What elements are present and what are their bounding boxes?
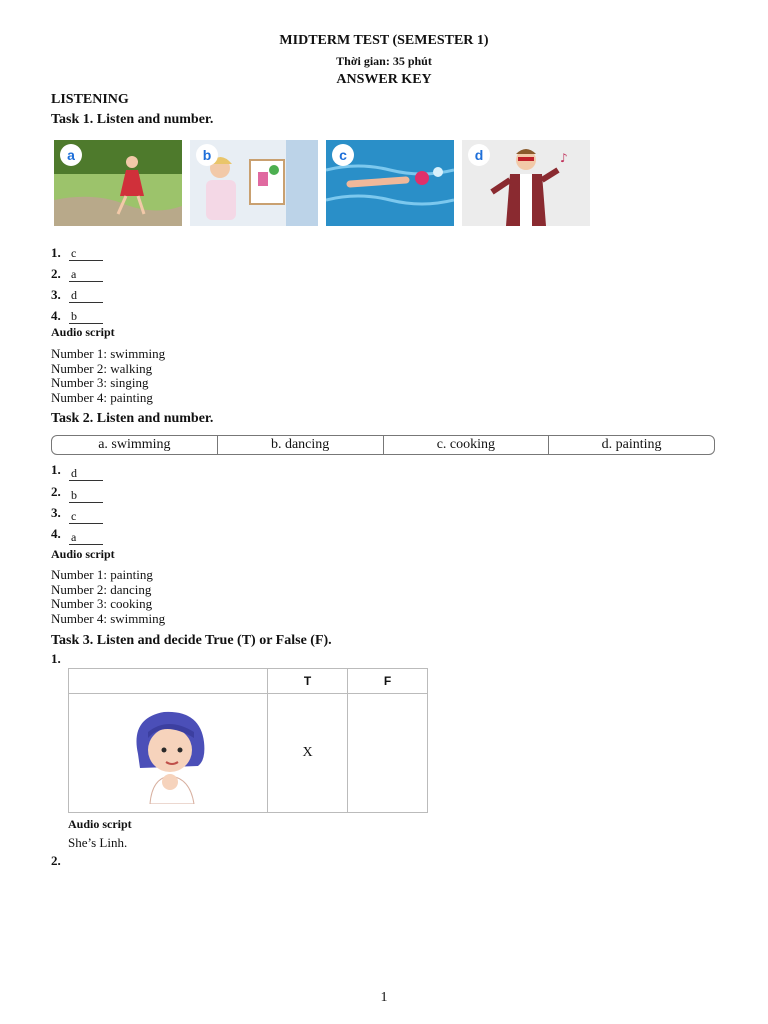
task1-script-line: Number 3: singing xyxy=(51,375,149,390)
answer-value: d xyxy=(69,467,103,481)
answer-number: 4. xyxy=(51,308,61,323)
answer-value: c xyxy=(69,510,103,524)
task2-script-line: Number 3: cooking xyxy=(51,596,153,611)
task2-script-line: Number 4: swimming xyxy=(51,611,166,626)
task3-question-1-number: 1. xyxy=(51,651,61,666)
answer-number: 1. xyxy=(51,245,61,260)
answer-number: 3. xyxy=(51,505,61,520)
picture-b-label: b xyxy=(196,144,218,166)
table-header-blank xyxy=(69,669,268,694)
task1-answer-4 xyxy=(51,308,103,324)
answer-value: a xyxy=(69,531,103,545)
word-box-item: d. painting xyxy=(601,437,662,452)
test-time: Thời gian: 35 phút xyxy=(336,54,432,68)
task1-answer-3 xyxy=(51,287,103,303)
test-title: MIDTERM TEST (SEMESTER 1) xyxy=(279,33,489,48)
picture-a-label: a xyxy=(60,144,82,166)
girl-illustration xyxy=(108,698,228,804)
picture-b-painting xyxy=(190,140,318,226)
answer-key-heading: ANSWER KEY xyxy=(336,72,432,87)
task2-answer-2 xyxy=(51,484,103,500)
answer-number: 2. xyxy=(51,266,61,281)
task2-script-title: Audio script xyxy=(51,547,115,561)
task1-script-line: Number 2: walking xyxy=(51,361,153,376)
task3-question-2-number: 2. xyxy=(51,853,61,868)
word-box-item: b. dancing xyxy=(218,436,384,454)
task1-answer-1 xyxy=(51,245,103,261)
picture-a-walking xyxy=(54,140,182,226)
task2-word-box xyxy=(51,435,715,455)
task1-answer-2 xyxy=(51,266,103,282)
answer-value: c xyxy=(69,247,103,261)
task3-script-line: She’s Linh. xyxy=(68,835,128,850)
task1-script-line: Number 1: swimming xyxy=(51,346,166,361)
svg-text:♪: ♪ xyxy=(560,151,568,165)
header-false: F xyxy=(348,669,428,694)
task1-title: Task 1. Listen and number. xyxy=(51,112,214,127)
answer-number: 1. xyxy=(51,462,61,477)
word-box-item: a. swimming xyxy=(52,436,218,454)
picture-c-label: c xyxy=(332,144,354,166)
answer-number: 3. xyxy=(51,287,61,302)
true-false-table xyxy=(68,668,428,813)
task3-title: Task 3. Listen and decide True (T) or False (F). xyxy=(51,633,332,648)
task1-script-title: Audio script xyxy=(51,325,115,339)
answer-number: 4. xyxy=(51,526,61,541)
task2-script-line: Number 1: painting xyxy=(51,567,153,582)
page-number: 1 xyxy=(380,990,388,1005)
task2-script-line: Number 2: dancing xyxy=(51,582,152,597)
cell-true-mark: X xyxy=(268,694,348,813)
picture-girl-linh xyxy=(69,694,268,813)
cell-false-mark xyxy=(348,694,428,813)
word-box-item: c. cooking xyxy=(384,436,550,454)
task2-answer-4 xyxy=(51,526,103,542)
answer-value: a xyxy=(69,268,103,282)
answer-value: d xyxy=(69,289,103,303)
task2-answer-3 xyxy=(51,505,103,521)
picture-c-swimming xyxy=(326,140,454,226)
task2-title: Task 2. Listen and number. xyxy=(51,411,214,426)
task3-script-title: Audio script xyxy=(68,817,132,831)
task1-script-line: Number 4: painting xyxy=(51,390,153,405)
answer-number: 2. xyxy=(51,484,61,499)
answer-value: b xyxy=(69,310,103,324)
picture-d-label: d xyxy=(468,144,490,166)
task2-answer-1 xyxy=(51,462,103,478)
header-true: T xyxy=(268,669,348,694)
picture-d-singing xyxy=(462,140,590,226)
section-listening: LISTENING xyxy=(51,92,129,107)
answer-value: b xyxy=(69,489,103,503)
